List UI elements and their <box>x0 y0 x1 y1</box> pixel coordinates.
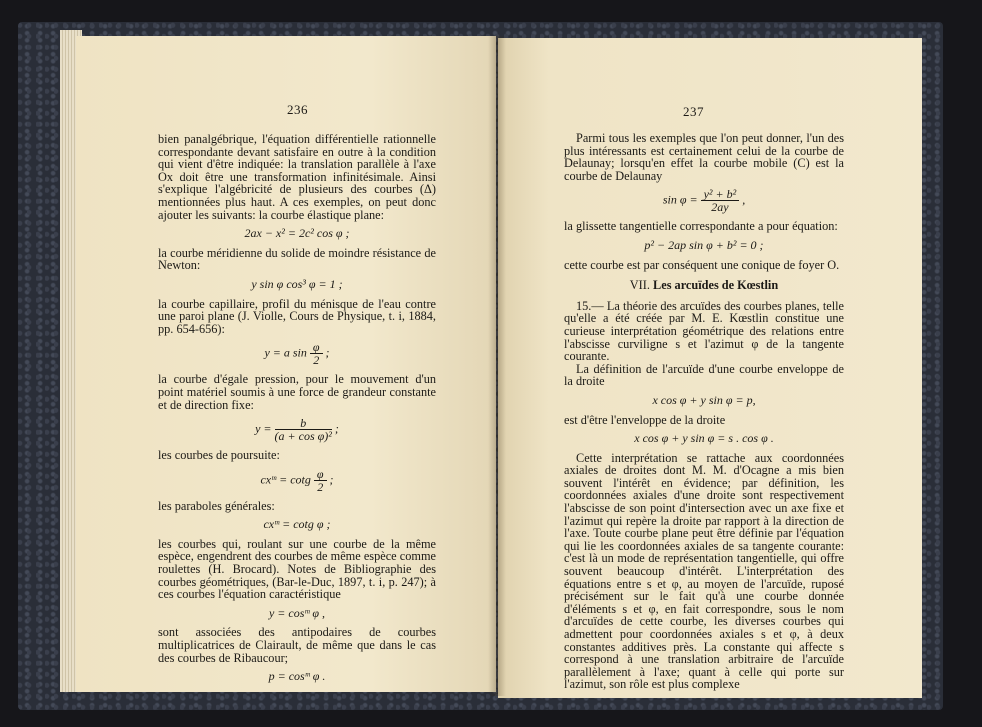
paragraph: la glissette tangentielle correspondante a pour équation: <box>564 219 838 234</box>
equation-lhs: sin φ = <box>662 192 698 207</box>
equation <box>564 188 844 213</box>
equation: 2ax − x² = 2c² cos φ ; <box>244 226 350 241</box>
paragraph: la courbe méridienne du solide de moindre résistance de Newton: <box>158 245 436 273</box>
paragraph: bien panalgébrique, l'équation différentielle rationnelle correspondante devant satisfaire en outre à la condition qui vient d'être indiquée: la translation parallèle à l'axe Ox doit être une transformation infinitésimale. Ainsi s'explique l'algébricité de plusieurs des courbes (Δ) mentionnées plus haut. A ces exemples, on peut donc ajouter les suivants: la courbe élastique plane: <box>158 132 436 222</box>
page-body <box>564 132 844 691</box>
fraction <box>701 188 740 213</box>
equation: p = cosᵐ φ . <box>268 669 326 684</box>
fraction <box>310 341 323 366</box>
equation-lhs: y = a sin <box>264 345 307 360</box>
paragraph: est d'être l'enveloppe de la droite <box>564 412 726 427</box>
paragraph: Cette interprétation se rattache aux coordonnées axiales de droites dont M. M. d'Ocagne a mis bien souvent l'intérêt en évidence; par définition, les coordonnées axiales d'une droite sont respectivement l'abscisse de son point d'intersection avec un axe fixe et l'azimut qui repère la droite par rapport à la direction de l'axe. Toute courbe plane peut être définie par l'équation qui lie les coordonnées axiales de sa tangente courante: c'est là un mode de représentation tangentielle, qui offre souvent beaucoup d'intérêt. L'interprétation des équations entre s et φ, au moyen de l'arcuïde, ruposé précisément sur le fait qu'à une courbe donnée d'éléments s et φ, en fait correspondre, sous le nom d'arcuïdes de cette courbe, les diverses courbes qui admettent pour coordonnées axiales s et φ, à deux constantes additives près. La constante qui affecte s correspond à une translation arbitraire de l'arcuïde parallèlement à l'axe; quant à celle qui porte sur l'azimut, son rôle est plus complexe <box>564 450 844 692</box>
fraction <box>314 468 327 493</box>
left-page <box>76 36 496 692</box>
paragraph: la courbe d'égale pression, pour le mouvement d'un point matériel soumis à une force de grandeur constante et de direction fixe: <box>158 372 436 412</box>
page-number: 236 <box>287 102 308 117</box>
equation <box>158 417 436 442</box>
section-number: VII. <box>629 278 650 293</box>
section-heading <box>564 279 844 292</box>
paragraph: sont associées des antipodaires de courbes multiplicatrices de Clairault, de même que dans le cas des courbes de Ribaucour; <box>158 625 436 665</box>
denominator: 2 <box>313 353 320 368</box>
paragraph: cette courbe est par conséquent une conique de foyer O. <box>564 257 840 272</box>
section-title: Les arcuïdes de Kœstlin <box>653 278 779 293</box>
paragraph: la courbe capillaire, profil du ménisque de l'eau contre une paroi plane (J. Violle, Cours de Physique, t. i, 1884, pp. 654-656): <box>158 296 436 336</box>
numerator: φ <box>310 341 323 354</box>
equation: cxᵐ = cotg φ ; <box>263 517 331 532</box>
paragraph: Parmi tous les exemples que l'on peut donner, l'un des plus intéressants est certainement celui de la courbe de Delaunay; lorsqu'en effet la courbe mobile (C) est la courbe de Delaunay <box>564 131 844 183</box>
equation: y sin φ cos³ φ = 1 ; <box>251 276 343 291</box>
equation-end: ; <box>334 421 339 436</box>
fraction <box>275 417 332 442</box>
equation <box>158 341 436 366</box>
numerator: y² + b² <box>701 188 740 201</box>
paragraph: La définition de l'arcuïde d'une courbe enveloppe de la droite <box>564 361 844 389</box>
right-page <box>498 38 922 698</box>
equation-end: , <box>742 192 746 207</box>
denominator: (a + cos φ)² <box>274 429 332 444</box>
paragraph: les courbes qui, roulant sur une courbe de la même espèce, engendrent des courbes de même espèce comme roulettes (H. Brocard). Notes de Bibliographie des courbes géométriques, (Bar-le-Duc, 1897, t. i, p. 247); à ces courbes l'équation caractéristique <box>158 536 436 602</box>
denominator: 2 <box>317 479 324 494</box>
equation-lhs: y = <box>255 421 272 436</box>
numerator: b <box>275 417 332 430</box>
page-body <box>158 133 436 690</box>
equation: x cos φ + y sin φ = p, <box>652 392 756 407</box>
paragraph: 15.— La théorie des arcuïdes des courbes planes, telle qu'elle a été créée par M. E. Kœstlin constitue une curieuse interprétation géométrique des relations entre l'abscisse curviligne s et l'azimut φ de la tangente courante. <box>564 298 844 364</box>
equation: x cos φ + y sin φ = s . cos φ . <box>634 431 774 446</box>
equation <box>158 468 436 493</box>
equation: p² − 2ap sin φ + b² = 0 ; <box>644 237 764 252</box>
book-gutter <box>488 36 506 696</box>
equation-lhs: cxᵐ = cotg <box>260 471 311 486</box>
equation: y = cosᵐ φ , <box>268 605 326 620</box>
denominator: 2ay <box>711 200 729 215</box>
paragraph: les courbes de poursuite: <box>158 448 280 463</box>
numerator: φ <box>314 468 327 481</box>
page-number: 237 <box>683 104 704 119</box>
equation-end: ; <box>329 471 334 486</box>
equation-end: ; <box>325 345 330 360</box>
paragraph: les paraboles générales: <box>158 498 275 513</box>
